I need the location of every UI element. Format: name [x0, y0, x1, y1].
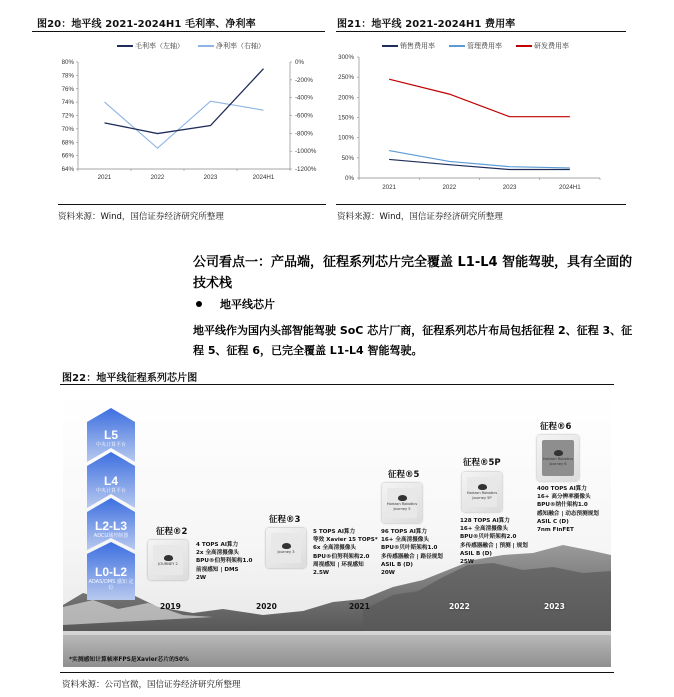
right-tick-label: -400%: [295, 94, 313, 102]
figure22-footnote: *实测感知计算帧率FPS是Xavier芯片的50%: [69, 657, 189, 663]
bullet-dot-icon: [196, 301, 202, 307]
chip-journey3-name: 征程®3: [269, 515, 301, 525]
figure21-title-rule: [336, 31, 626, 32]
chip-roadmap-infographic: [63, 395, 611, 667]
legend-item-net-margin: 净利率（右轴）: [198, 41, 265, 51]
left-tick-label: 66%: [61, 152, 74, 160]
section-heading: 公司看点一：产品端，征程系列芯片完全覆盖 L1-L4 智能驾驶，具有全面的技术栈: [193, 255, 633, 291]
legend-item-rd-expense: 研发费用率: [516, 41, 569, 51]
year-2022: 2022: [449, 602, 470, 611]
right-tick-label: -800%: [295, 130, 313, 138]
chip-journey5-name: 征程®5: [388, 470, 420, 480]
chip-journey6-specs: 400 TOPS AI算力 16+ 高分辨率摄像头 BPU®纳什架构1.0 感知融合 | 动态预测规划 ASIL C (D) 7nm FinFET: [537, 486, 599, 534]
y-tick-label: 300%: [338, 54, 354, 61]
right-tick-label: -600%: [295, 112, 313, 120]
figure20-title: 图20：地平线 2021-2024H1 毛利率、净利率: [37, 19, 256, 30]
brain-logo-icon: [478, 484, 487, 490]
y-tick-label: 100%: [338, 134, 354, 142]
left-tick-label: 80%: [61, 59, 74, 66]
x-tick-label: 2022: [442, 184, 457, 191]
figure21-chart: [330, 50, 630, 195]
chip-journey6-name: 征程®6: [540, 422, 572, 432]
legend-item-sales-expense: 销售费用率: [382, 41, 435, 51]
year-2019: 2019: [160, 602, 181, 611]
x-tick-label: 2024H1: [252, 174, 275, 181]
chip-journey5-specs: 96 TOPS AI算力 16+ 全高清摄像头 BPU®贝叶斯架构1.0 多传感器融合 | 路径规划 ASIL B (D) 20W: [381, 529, 443, 577]
bullet-item: [193, 296, 275, 312]
figure20-source-rule: [58, 204, 326, 205]
figure22-title: 图22：地平线征程系列芯片图: [62, 373, 198, 384]
figure22-source-rule: [60, 672, 614, 673]
right-tick-label: -200%: [295, 76, 313, 84]
right-tick-label: -1200%: [295, 166, 317, 173]
level-l5: L5 中央计算平台: [95, 428, 126, 448]
brain-logo-icon: [164, 555, 173, 561]
y-tick-label: 50%: [341, 154, 354, 162]
figure20-source: 资料来源：Wind，国信证券经济研究所整理: [58, 212, 224, 222]
right-tick-label: 0%: [295, 59, 304, 66]
level-l4: L4 中央计算平台: [95, 474, 126, 494]
year-2020: 2020: [256, 602, 277, 611]
chip-journey6-image: Horizon Robotics Journey 6: [537, 435, 579, 481]
left-tick-label: 76%: [61, 85, 74, 93]
figure22-source: 资料来源：公司官微，国信证券经济研究所整理: [62, 680, 241, 690]
y-tick-label: 250%: [338, 74, 354, 82]
chip-journey3-specs: 5 TOPS AI算力 等效 Xavier 15 TOPS* 6x 全高清摄像头 BPU®伯努利架构2.0 周视感知 | 环视感知 2.5W: [313, 529, 378, 577]
admin-expense-line: [389, 151, 570, 168]
chip-journey3-image: Journey 3: [266, 528, 306, 568]
legend-item-gross-margin: 毛利率（左轴）: [117, 41, 184, 51]
y-tick-label: 0%: [345, 175, 354, 182]
brain-logo-icon: [282, 543, 291, 549]
rd-expense-line: [389, 79, 570, 117]
x-tick-label: 2023: [203, 174, 218, 181]
y-tick-label: 150%: [338, 114, 354, 122]
chip-journey2-name: 征程®2: [156, 527, 188, 537]
legend-item-admin-expense: 管理费用率: [449, 41, 502, 51]
brain-logo-icon: [554, 450, 563, 456]
net-margin-line: [105, 101, 264, 148]
level-l0-l2: L0-L2 ADAS/DMS 感知 定位: [88, 565, 134, 591]
x-tick-label: 2021: [382, 184, 397, 191]
brain-logo-icon: [398, 495, 407, 501]
figure22-title-rule: [60, 384, 614, 385]
chip-journey5-image: Horizon Robotics Journey 5: [382, 483, 422, 523]
left-tick-label: 78%: [61, 72, 74, 80]
y-tick-label: 200%: [338, 94, 354, 102]
left-tick-label: 68%: [61, 139, 74, 147]
chip-journey2-specs: 4 TOPS AI算力 2x 全高清摄像头 BPU®伯努利架构1.0 前视感知 | DMS 2W: [196, 542, 253, 581]
figure20-chart: [30, 52, 330, 187]
left-tick-label: 64%: [61, 166, 74, 173]
figure20-legend: [117, 41, 265, 51]
left-tick-label: 70%: [61, 125, 74, 133]
year-2023: 2023: [544, 602, 565, 611]
left-tick-label: 74%: [61, 99, 74, 107]
x-tick-label: 2021: [97, 174, 112, 181]
chip-journey5p-name: 征程®5P: [463, 458, 501, 468]
gross-margin-line: [105, 69, 264, 134]
figure21-title: 图21：地平线 2021-2024H1 费用率: [337, 19, 516, 30]
year-2021: 2021: [349, 602, 370, 611]
chip-journey2-image: JOURNEY 2: [148, 540, 188, 580]
chip-journey5p-image: Horizon Robotics Journey 5P: [462, 472, 502, 512]
level-l2-l3: L2-L3 ADCU域控制器: [93, 519, 129, 539]
figure20-title-rule: [32, 31, 325, 32]
x-tick-label: 2024H1: [559, 184, 581, 191]
left-tick-label: 72%: [61, 112, 74, 120]
chip-journey5p-specs: 128 TOPS AI算力 16+ 全高清摄像头 BPU®贝叶斯架构2.0 多传感器融合 | 预测 | 规划 ASIL B (D) 25W: [460, 518, 528, 566]
figure21-source-rule: [336, 204, 626, 205]
x-tick-label: 2023: [502, 184, 517, 191]
right-tick-label: -1000%: [295, 148, 317, 156]
figure21-source: 资料来源：Wind，国信证券经济研究所整理: [337, 212, 503, 222]
section-paragraph: 地平线作为国内头部智能驾驶 SoC 芯片厂商，征程系列芯片布局包括征程 2、征程 3、征程 5、征程 6，已完全覆盖 L1-L4 智能驾驶。: [193, 324, 633, 357]
x-tick-label: 2022: [150, 174, 165, 181]
bullet-text: 地平线芯片: [220, 298, 275, 311]
